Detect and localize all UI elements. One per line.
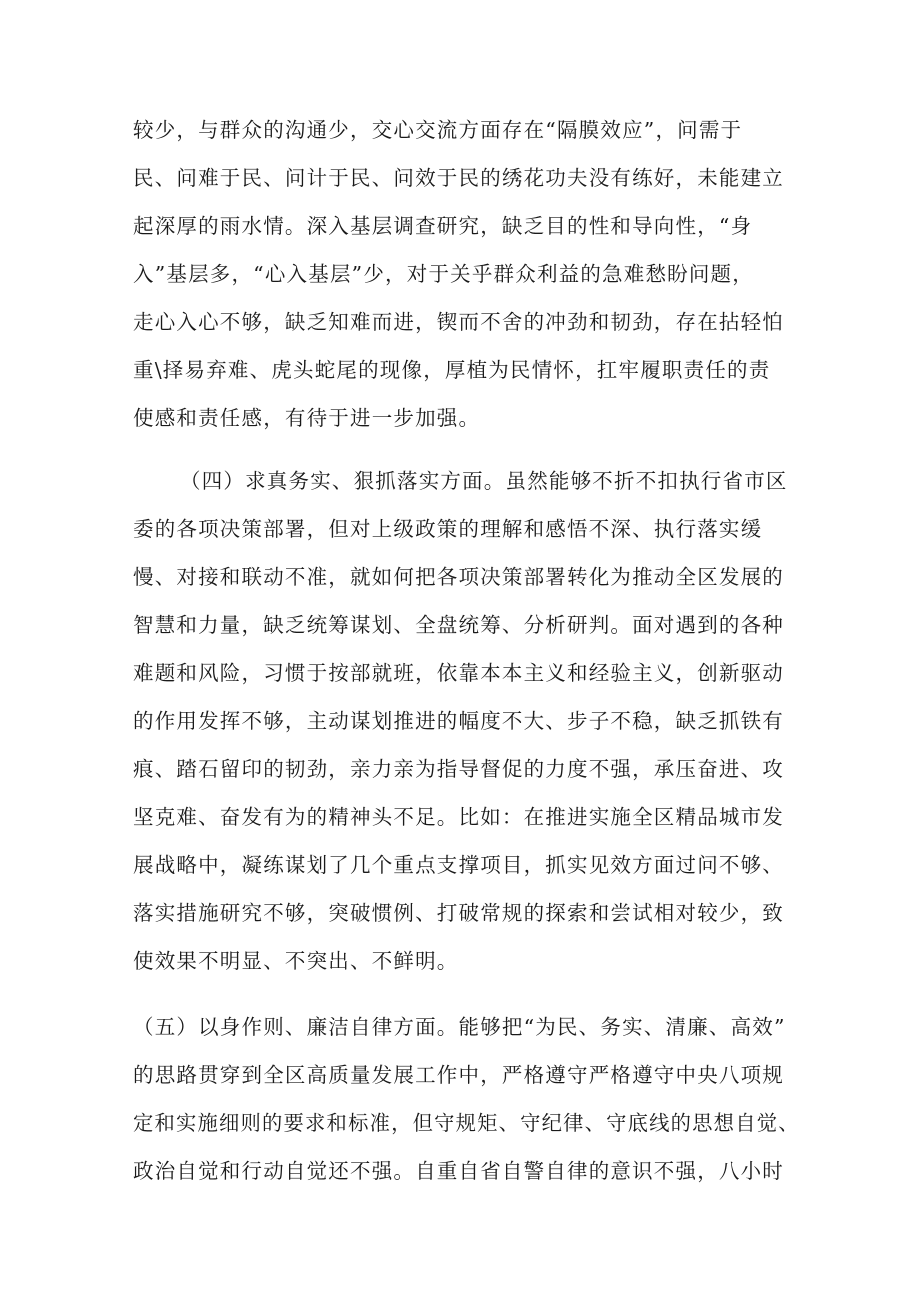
paragraph-2-line-5: 难题和风险，习惯于按部就班，依靠本本主义和经验主义，创新驱动 (133, 661, 784, 685)
paragraph-2-line-10: 落实措施研究不够，突破惯例、打破常规的探索和尝试相对较少，致 (133, 901, 784, 925)
paragraph-2-line-1: （四）求真务实、狠抓落实方面。虽然能够不折不扣执行省市区 (180, 469, 788, 493)
paragraph-1-line-2: 民、问难于民、问计于民、问效于民的绣花功夫没有练好，未能建立 (133, 166, 784, 190)
paragraph-1-line-5: 走心入心不够，缺乏知难而进，锲而不舍的冲劲和韧劲，存在拈轻怕 (133, 310, 784, 334)
paragraph-2-line-11: 使效果不明显、不突出、不鲜明。 (133, 949, 459, 973)
paragraph-1-line-6: 重\择易弃难、虎头蛇尾的现像，厚植为民情怀，扛牢履职责任的责 (133, 358, 771, 382)
paragraph-2-line-8: 坚克难、奋发有为的精神头不足。比如：在推进实施全区精品城市发 (133, 805, 784, 829)
paragraph-1-line-3: 起深厚的雨水情。深入基层调查研究，缺乏目的性和导向性，“身 (133, 214, 753, 238)
paragraph-3-line-2: 的思路贯穿到全区高质量发展工作中，严格遵守严格遵守中央八项规 (133, 1063, 784, 1087)
paragraph-2-line-2: 委的各项决策部署，但对上级政策的理解和感悟不深、执行落实缓 (133, 517, 763, 541)
paragraph-2-line-4: 智慧和力量，缺乏统筹谋划、全盘统筹、分析研判。面对遇到的各种 (133, 613, 784, 637)
paragraph-3-line-3: 定和实施细则的要求和标准，但守规矩、守纪律、守底线的思想自觉、 (133, 1111, 800, 1135)
paragraph-2-line-6: 的作用发挥不够，主动谋划推进的幅度不大、步子不稳，缺乏抓铁有 (133, 709, 784, 733)
paragraph-3-line-4: 政治自觉和行动自觉还不强。自重自省自警自律的意识不强，八小时 (133, 1159, 784, 1183)
paragraph-1-line-1: 较少，与群众的沟通少，交心交流方面存在“隔膜效应”，问需于 (133, 118, 743, 142)
paragraph-1-line-7: 使感和责任感，有待于进一步加强。 (133, 406, 481, 430)
paragraph-2-line-7: 痕、踏石留印的韧劲，亲力亲为指导督促的力度不强，承压奋进、攻 (133, 757, 784, 781)
paragraph-2-line-9: 展战略中，凝练谋划了几个重点支撑项目，抓实见效方面过问不够、 (133, 853, 784, 877)
paragraph-1-line-4: 入”基层多，“心入基层”少，对于关乎群众利益的急难愁盼问题， (133, 262, 754, 286)
paragraph-2-line-3: 慢、对接和联动不准，就如何把各项决策部署转化为推动全区发展的 (133, 565, 784, 589)
paragraph-3-line-1: （五）以身作则、廉洁自律方面。能够把“为民、务实、清廉、高效” (133, 1015, 786, 1039)
